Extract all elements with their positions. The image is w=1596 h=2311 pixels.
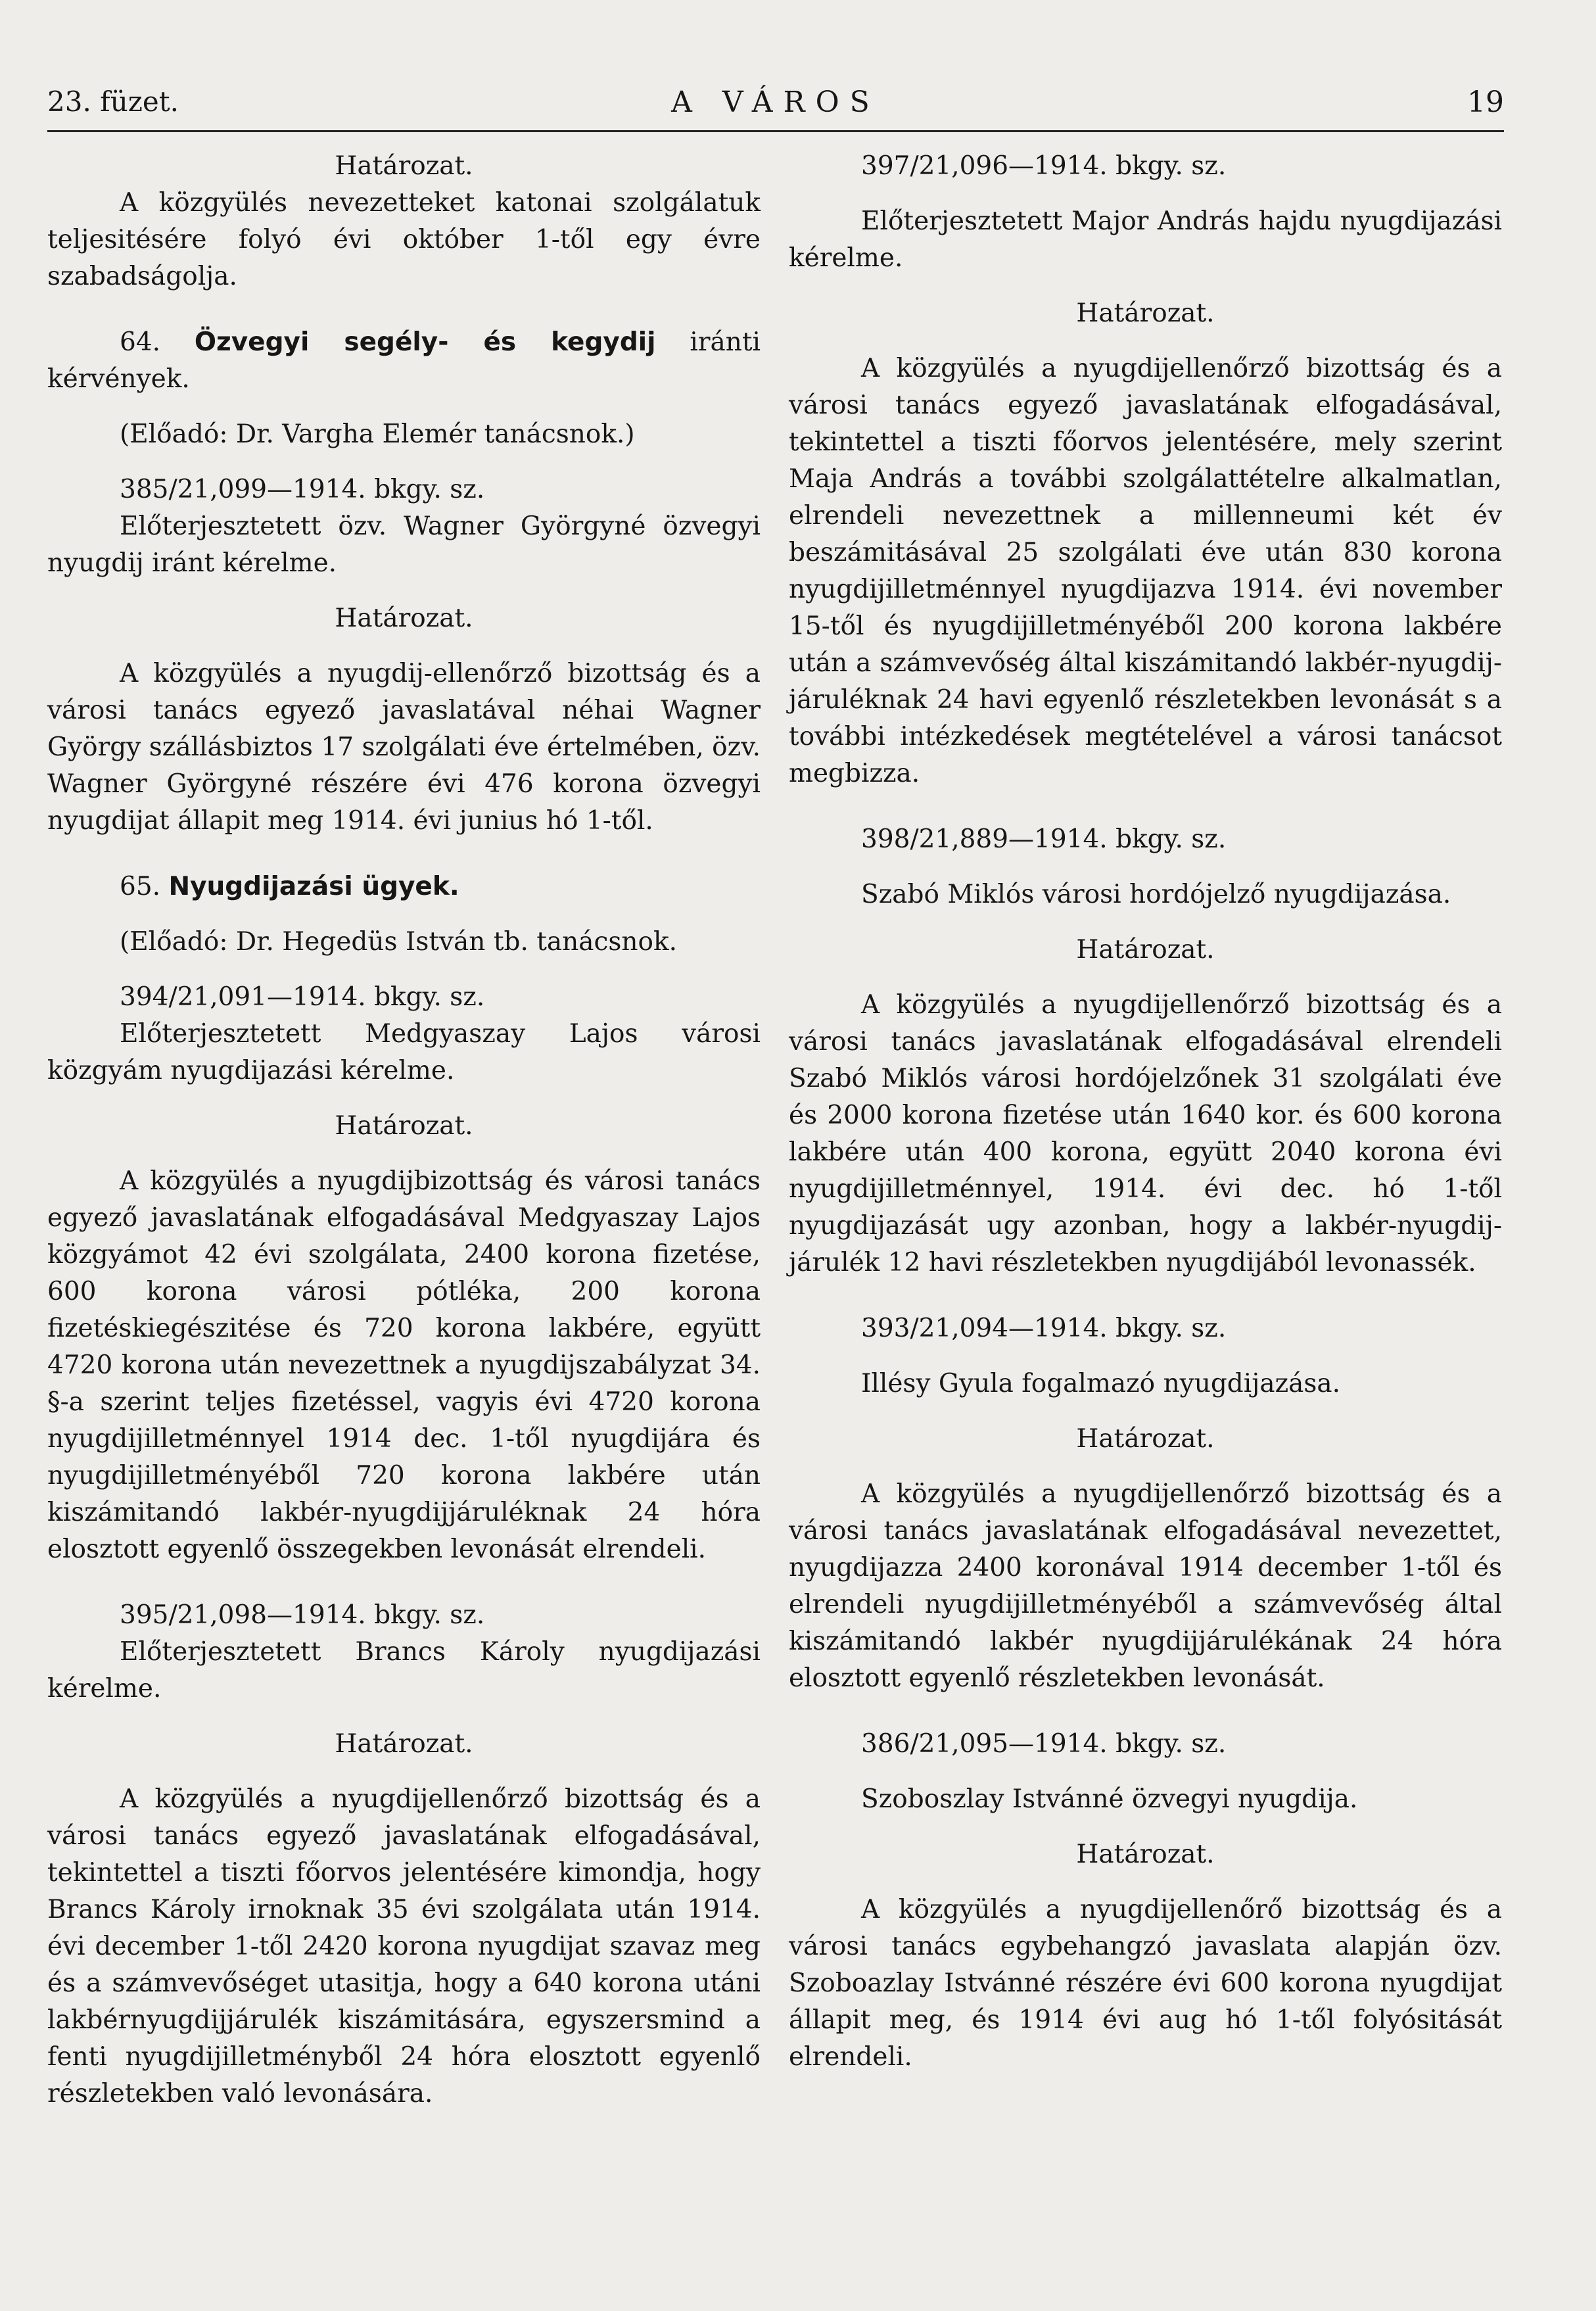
case-intro: Előterjesztetett özv. Wagner Györgyné özvegyi nyugdij iránt kérelme. [47, 512, 761, 578]
resolution-heading: Határozat. [1076, 1840, 1215, 1869]
case-intro: Előterjesztetett Brancs Károly nyugdijazási kérelme. [47, 1637, 761, 1703]
presenter-line: (Előadó: Dr. Vargha Elemér tanácsnok.) [120, 419, 635, 449]
journal-title: A VÁROS [671, 85, 880, 119]
case-reference: 386/21,095—1914. bkgy. sz. [861, 1729, 1227, 1759]
case-reference: 393/21,094—1914. bkgy. sz. [861, 1314, 1227, 1343]
presenter-line: (Előadó: Dr. Hegedüs István tb. tanácsnok. [120, 927, 678, 957]
section-number: 64. [120, 327, 161, 357]
resolution-text: A közgyülés a nyugdijellenőrző bizottság és a városi tanács egyező javaslatának elfogadásával, tekintettel a tiszti főorvos jelentésére kimondja, hogy Brancs Károly irnoknak 35 évi szolgálata után 1914. évi december 1-től 2420 korona nyugdijat szavaz meg és a számvevőséget utasitja, hogy a 640 korona utáni lakbérnyugdijjárulék kiszámitására, egyszersmind a fenti nyugdijilletményből 24 hóra elosztott egyenlő részletekben való levonására. [47, 1784, 761, 2108]
issue-number: 23. füzet. [47, 85, 179, 118]
case-reference: 385/21,099—1914. bkgy. sz. [120, 475, 485, 504]
case-intro: Előterjesztetett Medgyaszay Lajos városi közgyám nyugdijazási kérelme. [47, 1019, 761, 1085]
right-column [789, 148, 1502, 2076]
resolution-heading: Határozat. [335, 604, 473, 633]
case-intro: Szoboszlay Istvánné özvegyi nyugdija. [861, 1784, 1358, 1814]
case-intro: Szabó Miklós városi hordójelző nyugdijazása. [861, 880, 1451, 909]
case-reference: 398/21,889—1914. bkgy. sz. [861, 824, 1227, 854]
resolution-text: A közgyülés a nyugdij-ellenőrző bizottság és a városi tanács egyező javaslatával néhai Wagner György szállásbiztos 17 szolgálati éve értelmében, özv. Wagner Györgyné részére évi 476 korona özvegyi nyugdijat állapit meg 1914. évi junius hó 1-től. [47, 659, 761, 836]
resolution-heading: Határozat. [335, 151, 473, 181]
case-reference: 394/21,091—1914. bkgy. sz. [120, 982, 485, 1012]
case-reference: 395/21,098—1914. bkgy. sz. [120, 1600, 485, 1630]
section-title: Nyugdijazási ügyek. [168, 872, 459, 901]
resolution-text: A közgyülés a nyugdijellenőrő bizottság és a városi tanács egybehangzó javaslata alapján özv. Szoboazlay Istvánné részére évi 600 korona nyugdijat állapit meg, és 1914 évi aug hó 1-től folyósitását elrendeli. [789, 1895, 1502, 2072]
section-title-rest: iránti kérvények. [47, 327, 761, 394]
resolution-text: A közgyülés a nyugdijellenőrző bizottság és a városi tanács javaslatának elfogadásával nevezettet, nyugdijazza 2400 koronával 1914 december 1-től és elrendeli nyugdijilletményéből a számvevőség által kiszámitandó lakbér nyugdijjárulékának 24 hóra elosztott egyenlő részletekben levonását. [789, 1479, 1502, 1693]
resolution-heading: Határozat. [1076, 298, 1215, 328]
case-intro: Előterjesztetett Major András hajdu nyugdijazási kérelme. [789, 206, 1502, 273]
case-intro: Illésy Gyula fogalmazó nyugdijazása. [861, 1369, 1341, 1398]
section-number: 65. [120, 872, 161, 901]
resolution-text: A közgyülés a nyugdijellenőrző bizottság és a városi tanács egyező javaslatának elfogadásával, tekintettel a tiszti főorvos jelentésére, mely szerint Maja András a további szolgálattételre alkalmatlan, elrendeli nevezettnek a millenneumi két év beszámitásával 25 szolgálati éve után 830 korona nyugdijilletménnyel nyugdijazva 1914. évi november 15-től és nyugdijilletményéből 200 korona lakbére után a számvevőség által kiszámitandó lakbér-nyugdij-járuléknak 24 havi egyenlő részletekben levonását s a további intézkedések megtételével a városi tanácsot megbizza. [789, 354, 1502, 788]
section-64-heading [47, 324, 761, 398]
page-number: 19 [1467, 85, 1504, 119]
case-reference: 397/21,096—1914. bkgy. sz. [861, 151, 1227, 181]
resolution-text: A közgyülés a nyugdijbizottság és városi tanács egyező javaslatának elfogadásával Medgyaszay Lajos közgyámot 42 évi szolgálata, 2400 korona fizetése, 600 korona városi pótléka, 200 korona fizetéskiegészitése és 720 korona lakbére, együtt 4720 korona után nevezettnek a nyugdijszabályzat 34. §-a szerint teljes fizetéssel, vagyis évi 4720 korona nyugdijilletménnyel 1914 dec. 1-től nyugdijára és nyugdijilletményéből 720 korona lakbére után kiszámitandó lakbér-nyugdijjáruléknak 24 hóra elosztott egyenlő összegekben levonását elrendeli. [47, 1166, 761, 1564]
resolution-heading: Határozat. [1076, 935, 1215, 965]
resolution-text: A közgyülés a nyugdijellenőrző bizottság és a városi tanács javaslatának elfogadásával elrendeli Szabó Miklós városi hordójelzőnek 31 szolgálati éve és 2000 korona fizetése után 1640 kor. és 600 korona lakbére után 400 korona, együtt 2040 korona évi nyugdijilletménnyel, 1914. évi dec. hó 1-től nyugdijazását ugy azonban, hogy a lakbér-nyugdij-járulék 12 havi részletekben nyugdijából levonassék. [789, 990, 1502, 1277]
resolution-text: A közgyülés nevezetteket katonai szolgálatuk teljesitésére folyó évi október 1-től egy évre szabadságolja. [47, 188, 761, 291]
page-header [47, 78, 1504, 132]
left-column [47, 148, 761, 2112]
section-title: Özvegyi segély- és kegydij [194, 327, 656, 357]
section-65-heading [47, 869, 761, 905]
resolution-heading: Határozat. [335, 1111, 473, 1141]
resolution-heading: Határozat. [335, 1729, 473, 1759]
resolution-heading: Határozat. [1076, 1424, 1215, 1454]
